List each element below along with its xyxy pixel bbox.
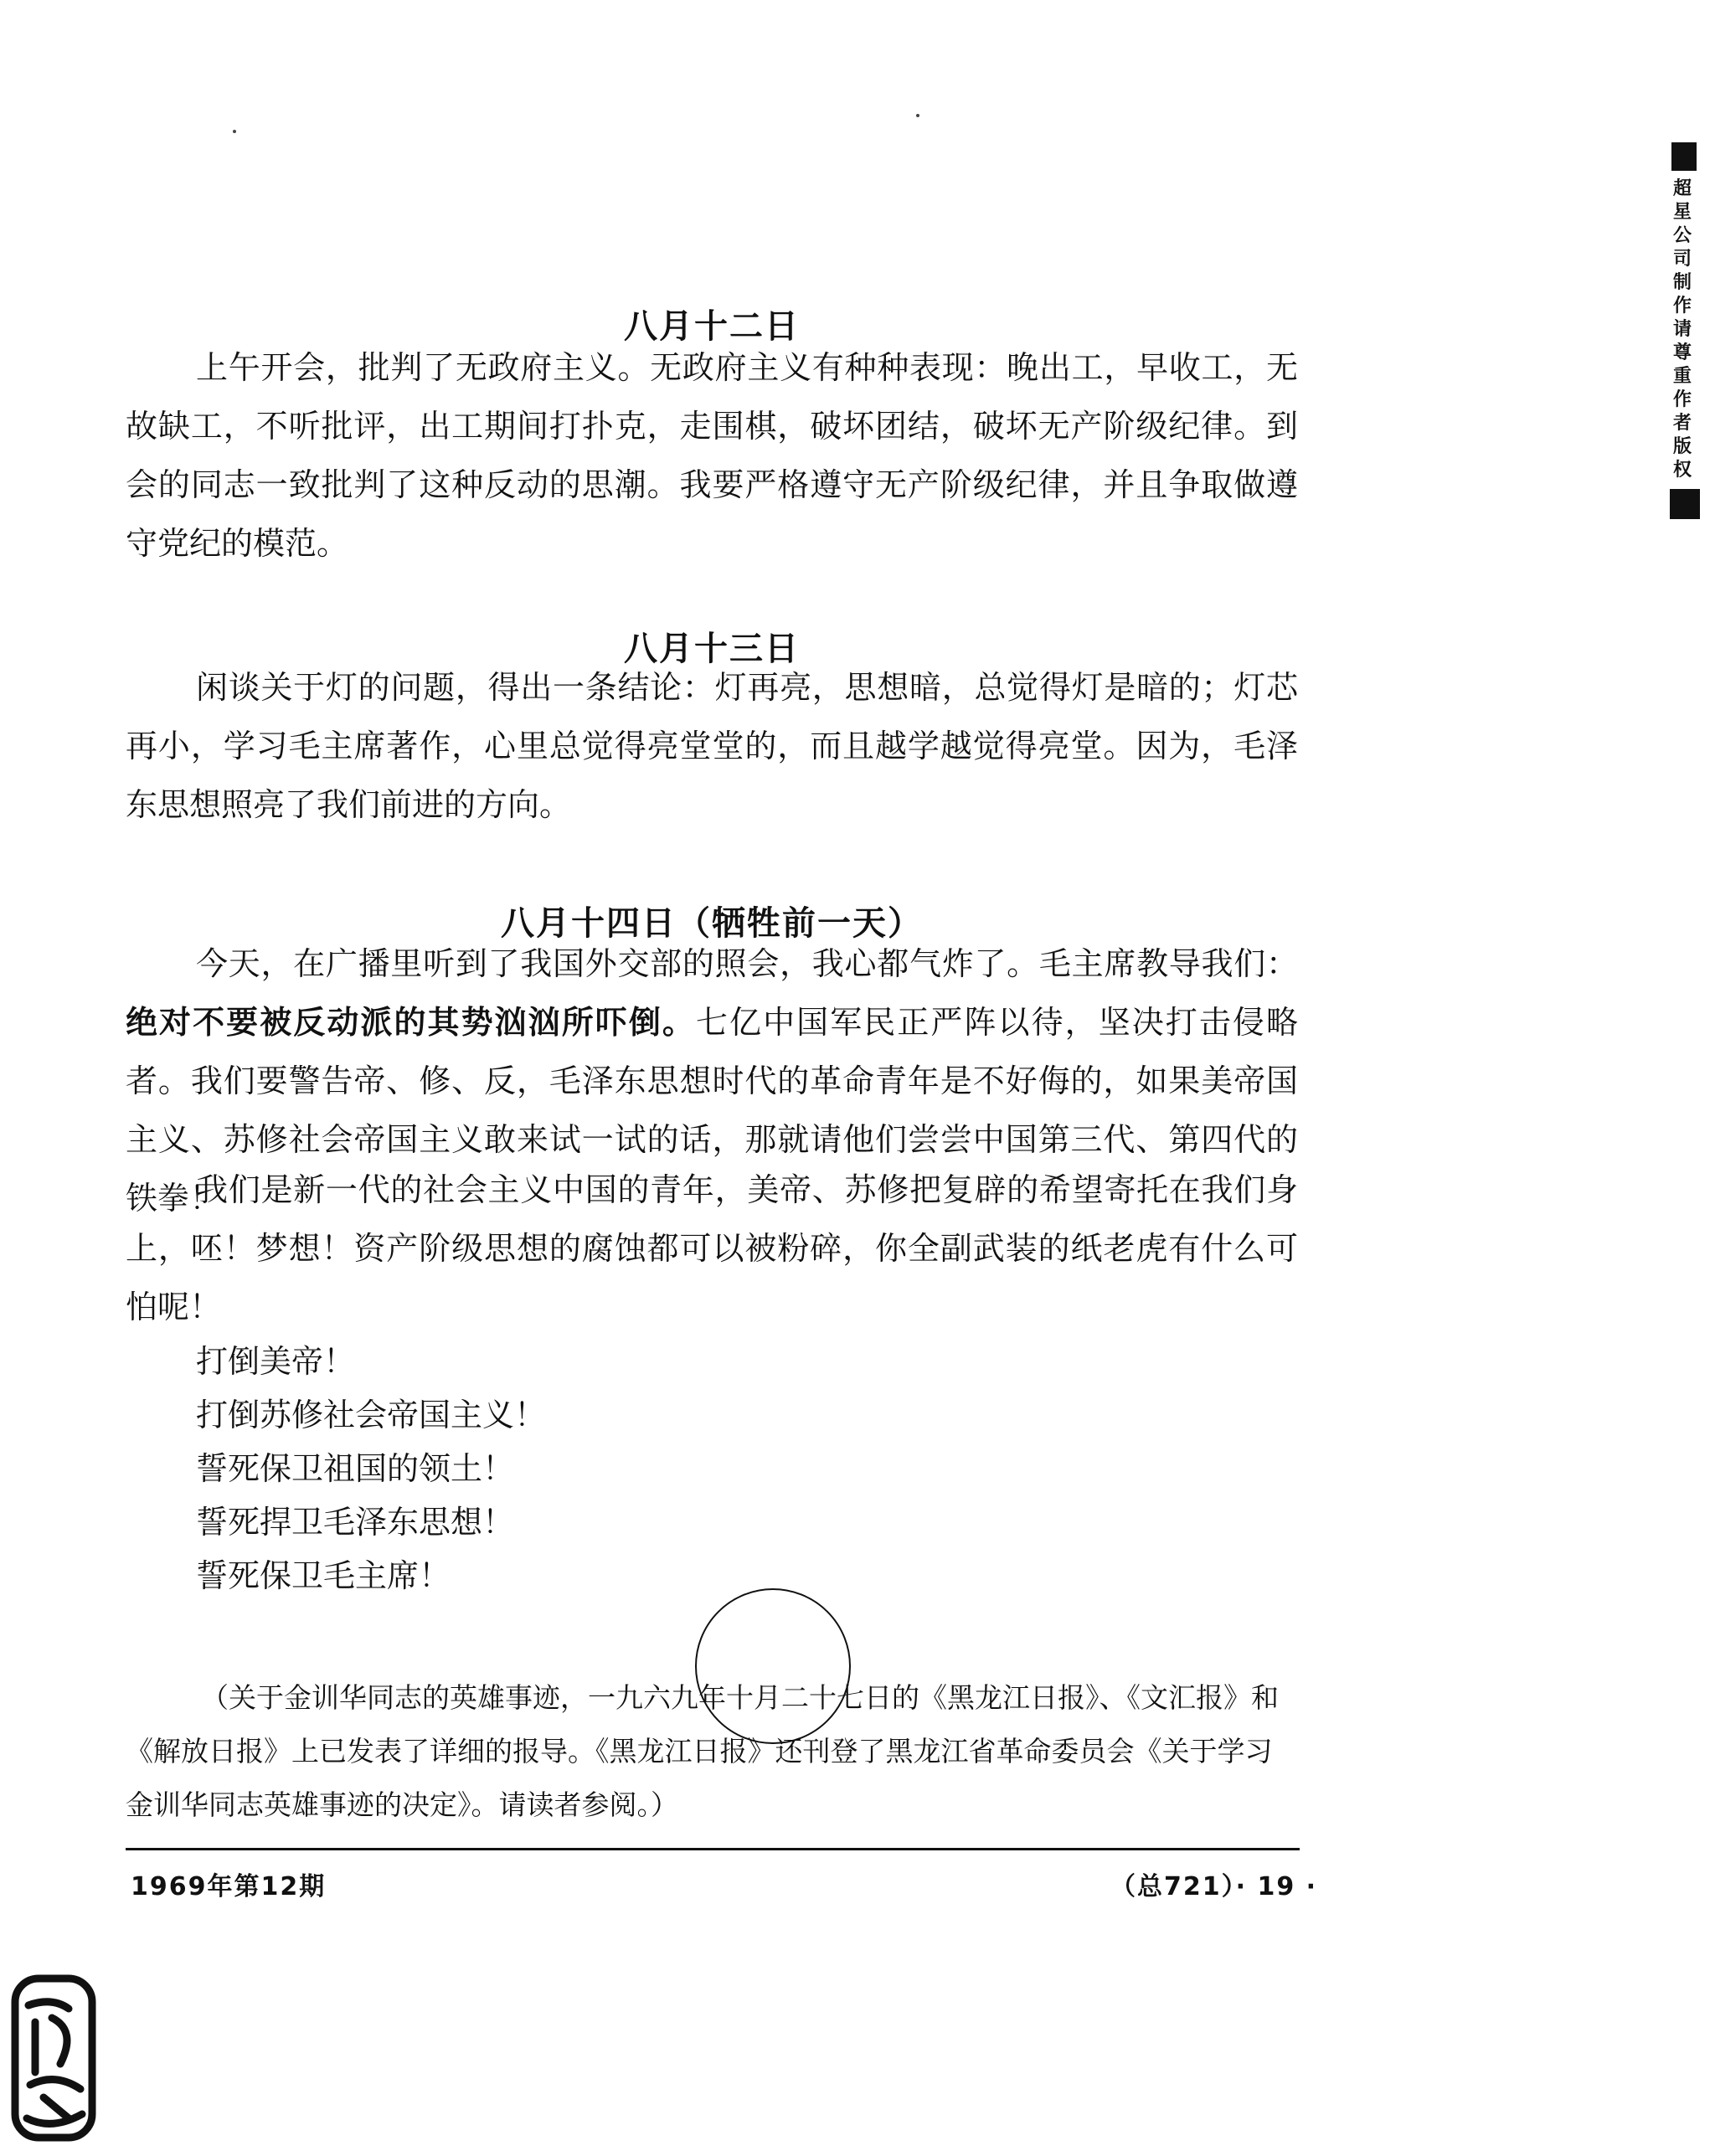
- quotation-bold: 绝对不要被反动派的其势汹汹所吓倒。: [126, 1004, 696, 1041]
- paragraph-aug14-2: 我们是新一代的社会主义中国的青年，美帝、苏修把复辟的希望寄托在我们身上，呸！梦想！资产阶级思想的腐蚀都可以被粉碎，你全副武装的纸老虎有什么可怕呢！: [126, 1171, 1298, 1325]
- speck: [916, 114, 919, 117]
- sidebar-bar-bottom: [1670, 489, 1700, 519]
- page-number: （总721）· 19 ·: [1110, 1872, 1318, 1901]
- watermark-text: 超星公司制作请尊重作者版权: [1673, 178, 1692, 481]
- section-heading-aug14: 八月十四日（牺牲前一天）: [501, 904, 923, 944]
- slogan-line: 打倒美帝！: [196, 1343, 356, 1380]
- watermark-sidebar: [1666, 142, 1703, 519]
- issue-label: 1969年第12期: [131, 1872, 327, 1901]
- slogan-line: 誓死保卫毛主席！: [196, 1557, 451, 1594]
- section-heading-aug13: 八月十三日: [624, 630, 800, 669]
- slogan-line: 誓死保卫祖国的领土！: [196, 1450, 515, 1487]
- paragraph-text: 今天，在广播里听到了我国外交部的照会，我心都气炸了。毛主席教导我们：: [196, 945, 1298, 982]
- seal-stamp-icon: [10, 1972, 100, 2148]
- speck: [233, 130, 236, 133]
- paragraph-aug13: 闲谈关于灯的问题，得出一条结论：灯再亮，思想暗，总觉得灯是暗的；灯芯再小，学习毛主席著作，心里总觉得亮堂堂的，而且越学越觉得亮堂。因为，毛泽东思想照亮了我们前进的方向。: [126, 669, 1298, 823]
- editor-note: （关于金训华同志的英雄事迹，一九六九年十月二十七日的《黑龙江日报》、《文汇报》和《解放日报》上已发表了详细的报导。《黑龙江日报》还刊登了黑龙江省革命委员会《关于学习金训华同志英雄事迹的决定》。请读者参阅。）: [126, 1681, 1279, 1821]
- section-heading-aug12: 八月十二日: [624, 307, 800, 347]
- paragraph-aug12: 上午开会，批判了无政府主义。无政府主义有种种表现：晚出工，早收工，无故缺工，不听批评，出工期间打扑克，走围棋，破坏团结，破坏无产阶级纪律。到会的同志一致批判了这种反动的思潮。我要严格遵守无产阶级纪律，并且争取做遵守党纪的模范。: [126, 349, 1298, 562]
- paragraph-text: 七亿中国军民正严阵以待，坚决打击侵略者。我们要警告帝、修、反，毛泽东思想时代的革命青年是不好侮的，如果美帝国主义、苏修社会帝国主义敢来试一试的话，那就请他们尝尝中国第三代、第四代的铁拳！: [126, 1004, 1298, 1217]
- slogan-line: 打倒苏修社会帝国主义！: [196, 1397, 547, 1433]
- slogan-line: 誓死捍卫毛泽东思想！: [196, 1504, 515, 1541]
- sidebar-bar-top: [1671, 142, 1697, 171]
- footer-rule: [126, 1848, 1300, 1850]
